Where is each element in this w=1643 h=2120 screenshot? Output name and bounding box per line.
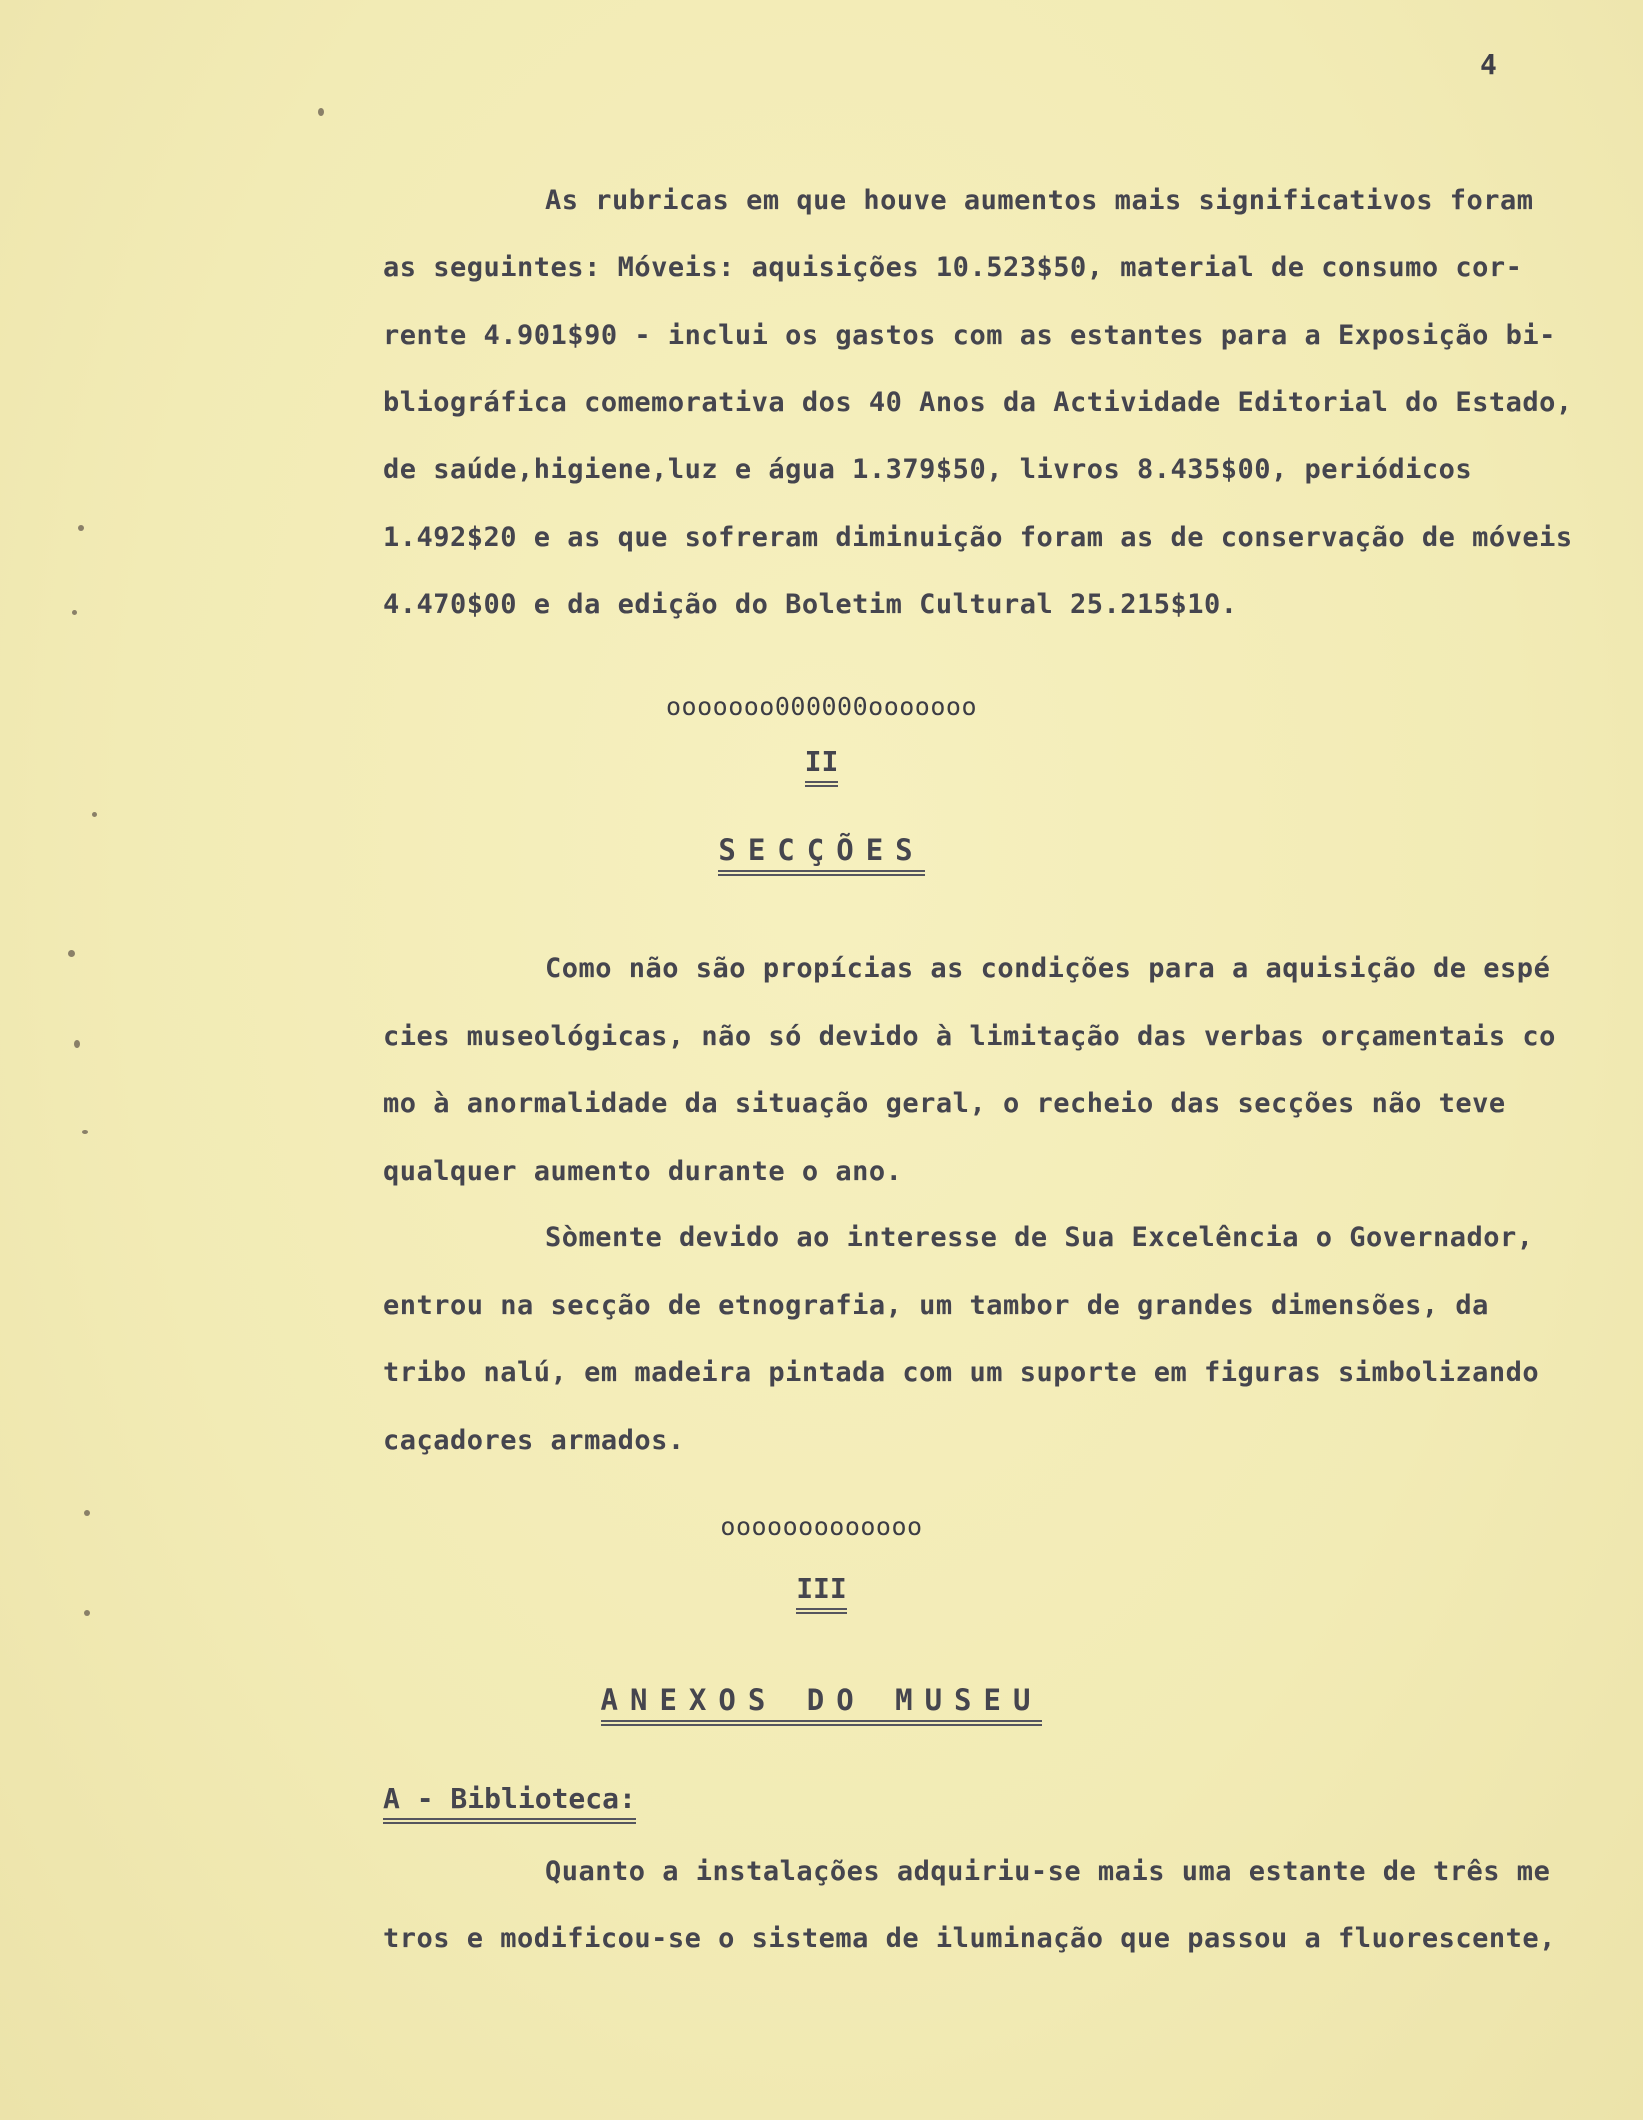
paper-speck [68,950,75,957]
section-2-number [0,745,1643,788]
paragraph3-line-3: tribo nalú, em madeira pintada com um suporte em figuras simbolizando [383,1357,1540,1388]
section-3-title [0,1683,1643,1727]
separator-2: ooooooooooooo [720,1512,923,1541]
paper-speck [78,525,84,531]
paragraph4-line-1: Quanto a instalações adquiriu-se mais uma estante de três me [545,1856,1551,1887]
section-3-title-text: ANEXOS DO MUSEU [601,1683,1043,1727]
paper-speck [92,812,97,817]
paper-speck [84,1510,90,1516]
section-2-number-text: II [805,745,839,788]
paragraph3-line-4: caçadores armados. [383,1425,685,1456]
section-2-title-text: SECÇÕES [718,833,924,877]
paper-speck [72,610,77,615]
section-3-number-text: III [796,1572,847,1615]
paragraph1-line-5: de saúde,higiene,luz e água 1.379$50, livros 8.435$00, periódicos [383,454,1473,485]
paragraph1-line-2: as seguintes: Móveis: aquisições 10.523$50, material de consumo cor- [383,252,1523,283]
paragraph2-line-2: cies museológicas, não só devido à limitação das verbas orçamentais co [383,1021,1556,1052]
paper-speck [318,108,324,116]
paragraph1-line-1: As rubricas em que houve aumentos mais significativos foram [545,185,1534,216]
paper-speck [82,1130,88,1134]
section-3-number [0,1572,1643,1615]
paragraph2-line-3: mo à anormalidade da situação geral, o recheio das secções não teve [383,1088,1506,1119]
subsection-a-heading-text: A - Biblioteca: [383,1782,636,1825]
paper-speck [74,1040,80,1048]
paragraph1-line-6: 1.492$20 e as que sofreram diminuição foram as de conservação de móveis [383,522,1573,553]
paragraph4-line-2: tros e modificou-se o sistema de iluminação que passou a fluorescente, [383,1923,1556,1954]
paragraph2-line-1: Como não são propícias as condições para a aquisição de espé [545,953,1551,984]
separator-1: ooooooo000000ooooooo [665,692,978,721]
paper-speck [84,1610,90,1616]
section-2-title [0,833,1643,877]
paragraph3-line-2: entrou na secção de etnografia, um tambor de grandes dimensões, da [383,1290,1489,1321]
paragraph1-line-7: 4.470$00 e da edição do Boletim Cultural 25.215$10. [383,589,1238,620]
paragraph2-line-4: qualquer aumento durante o ano. [383,1156,903,1187]
subsection-a-heading [383,1782,636,1825]
paragraph3-line-1: Sòmente devido ao interesse de Sua Excelência o Governador, [545,1222,1534,1253]
page-number: 4 [1480,48,1497,81]
paragraph1-line-3: rente 4.901$90 - inclui os gastos com as estantes para a Exposição bi- [383,320,1556,351]
paragraph1-line-4: bliográfica comemorativa dos 40 Anos da Actividade Editorial do Estado, [383,387,1573,418]
